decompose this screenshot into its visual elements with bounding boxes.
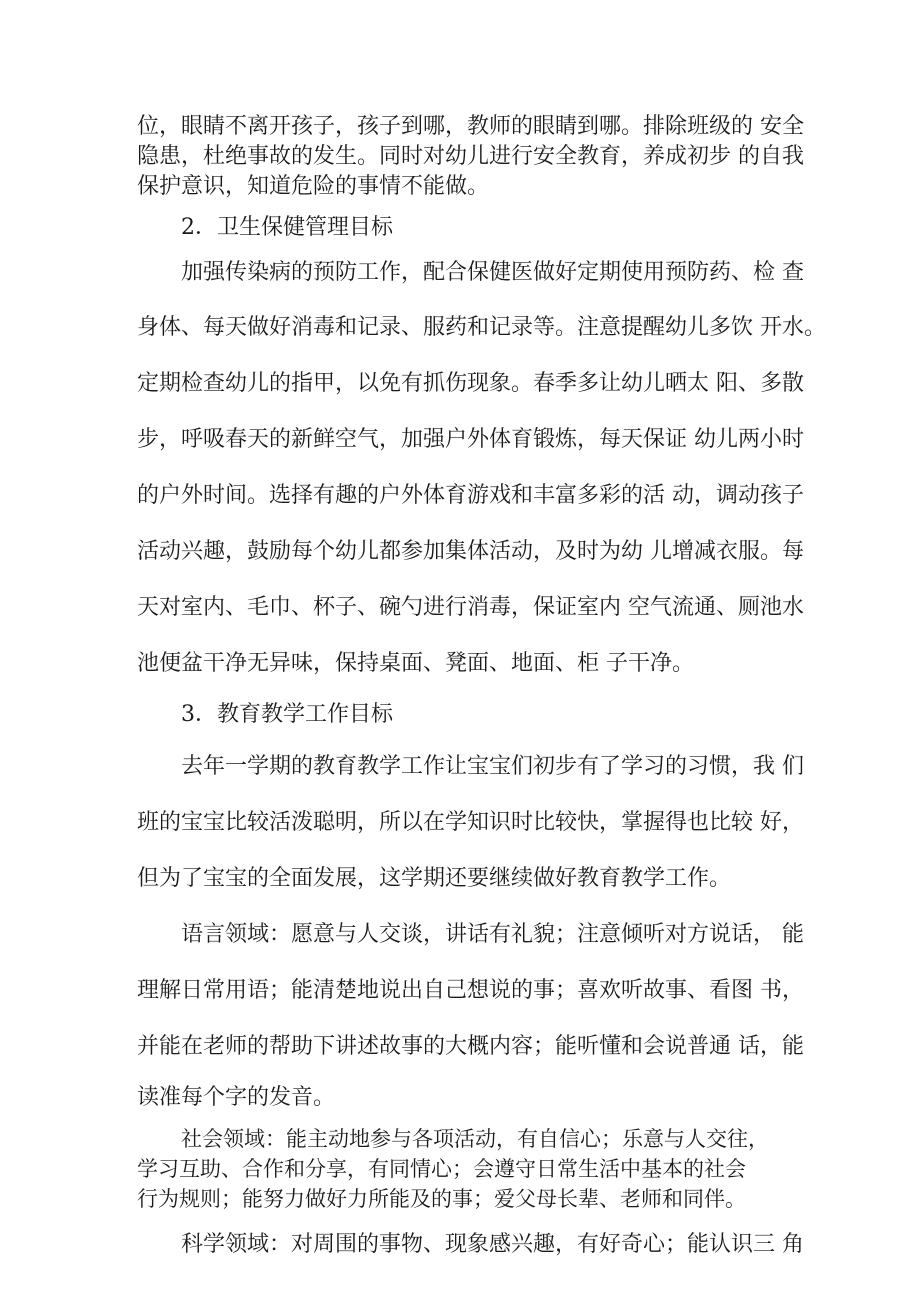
text-line: 班的宝宝比较活泼聪明，所以在学知识时比较快，掌握得也比较 好，: [137, 810, 804, 835]
text-line: 定期检查幼儿的指甲，以免有抓伤现象。春季多让幼儿晒太 阳、多散: [137, 371, 804, 396]
text-line: 的户外时间。选择有趣的户外体育游戏和丰富多彩的活 动，调动孩子: [137, 483, 804, 508]
text-line: 但为了宝宝的全面发展，这学期还要继续做好教育教学工作。: [137, 866, 732, 891]
text-line: 身体、每天做好消毒和记录、服药和记录等。注意提醒幼儿多饮 开水。: [137, 315, 826, 340]
text-line: 理解日常用语；能清楚地说出自己想说的事；喜欢听故事、看图 书，: [137, 978, 804, 1003]
text-line: 社会领域：能主动地参与各项活动，有自信心；乐意与人交往，: [181, 1127, 769, 1151]
text-line: 池便盆干净无异味，保持桌面、凳面、地面、柜 子干净。: [137, 651, 694, 676]
text-line: 学习互助、合作和分享，有同情心；会遵守日常生活中基本的社会: [137, 1157, 746, 1181]
text-line: 并能在老师的帮助下讲述故事的大概内容；能听懂和会说普通 话，能: [137, 1034, 804, 1059]
section-heading: 2．卫生保健管理目标: [181, 215, 393, 240]
text-line: 步，呼吸春天的新鲜空气，加强户外体育锻炼，每天保证 幼儿两小时: [137, 427, 804, 452]
section-heading: 3．教育教学工作目标: [181, 702, 393, 727]
text-line: 保护意识，知道危险的事情不能做。: [137, 174, 490, 199]
text-line: 天对室内、毛巾、杯子、碗勺进行消毒，保证室内 空气流通、厕池水: [137, 595, 804, 620]
text-line: 行为规则；能努力做好力所能及的事；爱父母长辈、老师和同伴。: [137, 1187, 746, 1211]
text-line: 隐患，杜绝事故的发生。同时对幼儿进行安全教育，养成初步 的自我: [137, 144, 804, 169]
text-line: 语言领域：愿意与人交谈，讲话有礼貌；注意倾听对方说话， 能: [181, 922, 804, 947]
text-line: 加强传染病的预防工作，配合保健医做好定期使用预防药、检 查: [181, 260, 804, 285]
text-line: 活动兴趣，鼓励每个幼儿都参加集体活动，及时为幼 儿增减衣服。每: [137, 539, 804, 564]
text-line: 位，眼睛不离开孩子，孩子到哪，教师的眼睛到哪。排除班级的 安全: [137, 114, 804, 139]
text-line: 去年一学期的教育教学工作让宝宝们初步有了学习的习惯，我 们: [181, 754, 804, 779]
text-line: 读准每个字的发音。: [137, 1085, 336, 1110]
text-line: 科学领域：对周围的事物、现象感兴趣，有好奇心；能认识三 角: [181, 1232, 804, 1257]
